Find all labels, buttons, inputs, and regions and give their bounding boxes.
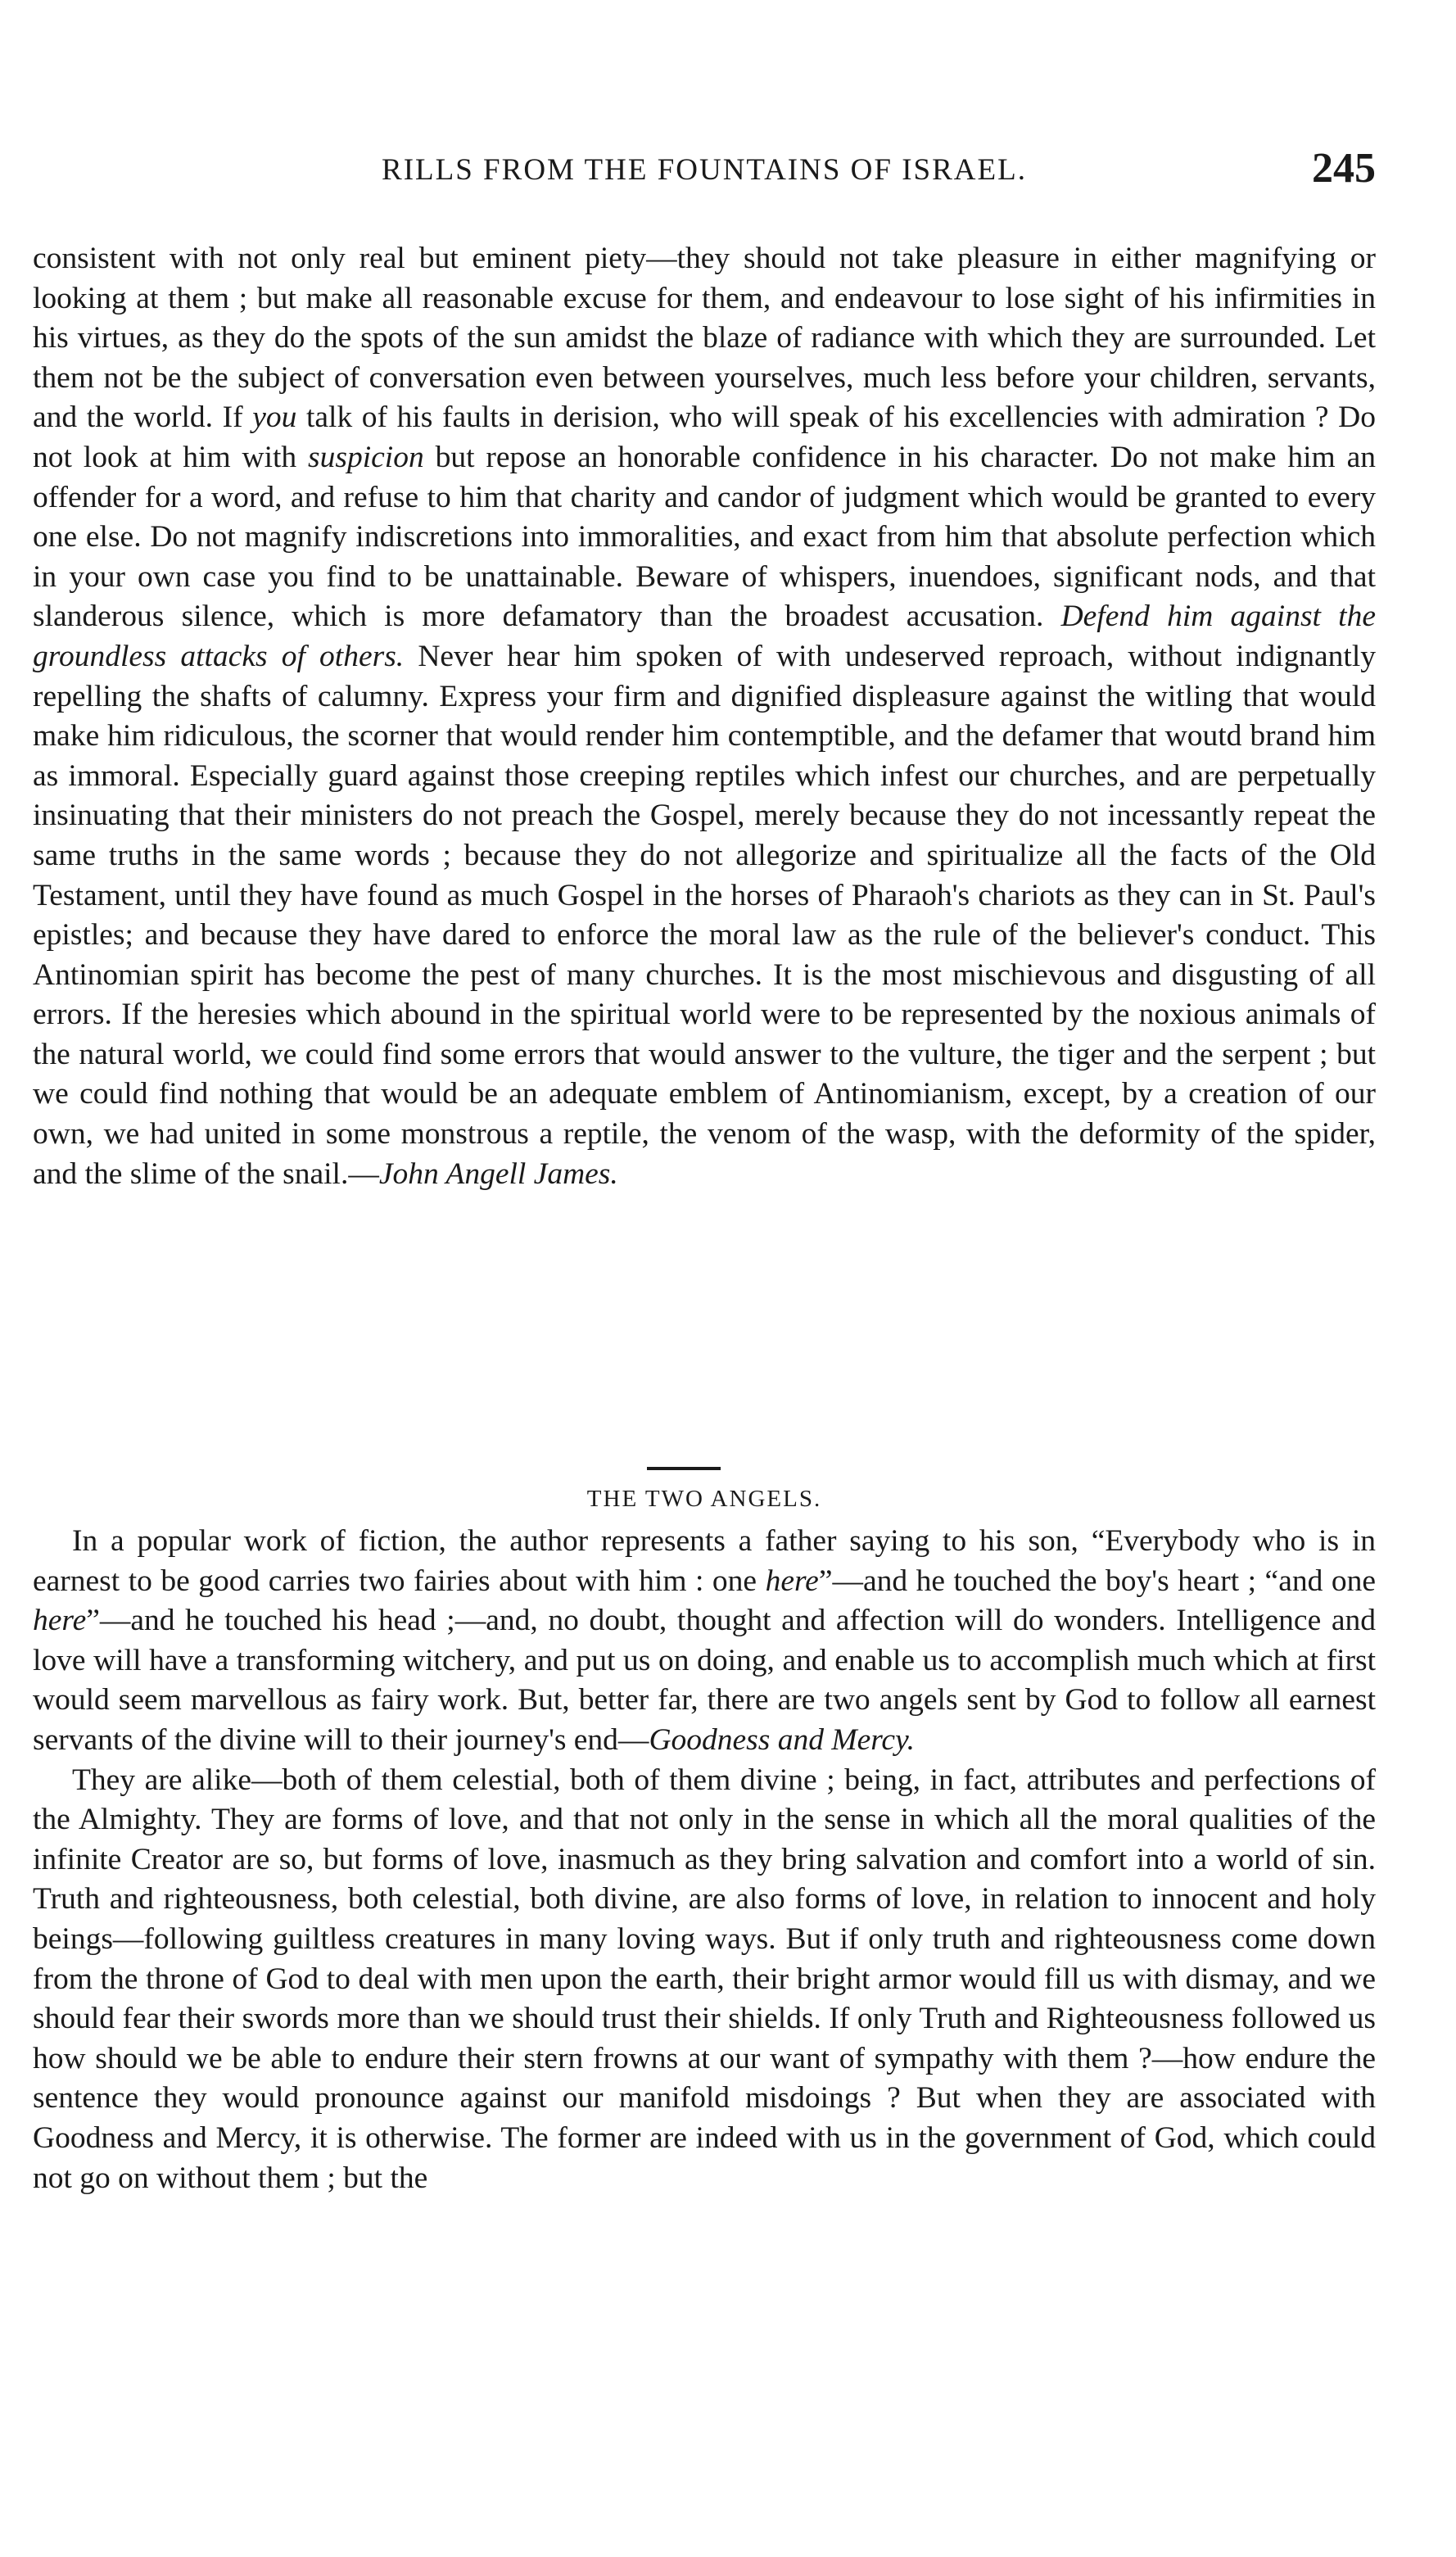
text-run: ”—and he touched the boy's heart ; “and one: [818, 1564, 1376, 1598]
body-paragraph: They are alike—both of them celestial, both of them divine ; being, in fact, attributes and perfections of the Almighty. They are forms of love, and that not only in the sense in which all the moral qualities of the infinite Creator are so, but forms of love, inasmuch as they bring salvation and comfort into a world of sin. Truth and righteousness, both celestial, both divine, are also forms of love, in relation to innocent and holy beings—following guiltless creatures in many loving ways. But if only truth and righteousness come down from the throne of God to deal with men upon the earth, their bright armor would fill us with dismay, and we should fear their swords more than we should trust their shields. If only Truth and Righteousness followed us how should we be able to endure their stern frowns at our want of sympathy with them ?—how endure the sentence they would pronounce against our manifold misdoings ? But when they are associated with Goodness and Mercy, it is otherwise. The former are indeed with us in the government of God, which could not go on without them ; but the: [33, 1763, 1376, 2195]
body-paragraph: [33, 239, 1376, 1194]
emphasis-here: here: [33, 1604, 87, 1638]
emphasis-defend: Defend him against the groundless attacks of others.: [33, 600, 1376, 673]
emphasis-you: you: [252, 401, 297, 435]
running-header: [33, 145, 1376, 201]
emphasis-here: here: [765, 1564, 819, 1598]
section-title: THE TWO ANGELS.: [586, 1486, 822, 1512]
text-run: but repose an honorable confidence in his character. Do not make him an offender for a word, and refuse to him that charity and candor of judgment which would be granted to every one else. Do not magnify indiscretions into immoralities, and exact from him that absolute perfection which in your own case you find to be unattainable. Beware of whispers, inuendoes, significant nods, and that slanderous silence, which is more defamatory than the broadest accusation.: [33, 440, 1376, 634]
text-run: ”—and he touched his head ;—and, no doubt, thought and affection will do wonders. Intelligence and love will have a transforming witchery, and put us on doing, and enable us to accomplish much which at first would seem marvellous as fairy work. But, better far, there are two angels sent by God to follow all earnest servants of the divine will to their journey's end—: [33, 1604, 1376, 1757]
author-attribution: John Angell James.: [378, 1156, 618, 1191]
text-run: talk of his faults in derision, who will speak of his excellencies with admiration ? Do not look at him with: [33, 401, 1376, 474]
page-number: 245: [1312, 145, 1376, 192]
text-run: consistent with not only real but eminent piety—they should not take pleasure in either magnifying or looking at them ; but make all reasonable excuse for them, and endeavour to lose sight of his infirmities in his virtues, as they do the spots of the sun amidst the blaze of radiance with which they are surrounded. Let them not be the subject of conversation even between yourselves, much less before your children, servants, and the world. If: [33, 242, 1376, 435]
article-two-angels: [33, 1522, 1376, 2198]
emphasis-suspicion: suspicion: [308, 440, 424, 474]
text-run: Never hear him spoken of with undeserved reproach, without indignantly repelling the shafts of calumny. Express your firm and dignified displeasure against the witling that would make him ridiculous, the scorner that would render him contemptible, and the defamer that woutd brand him as immoral. Especially guard against those creeping reptiles which infest our churches, and are perpetually insinuating that their ministers do not preach the Gospel, merely because they do not incessantly repeat the same truths in the same words ; because they do not allegorize and spiritualize all the facts of the Old Testament, until they have found as much Gospel in the horses of Pharaoh's chariots as they can in St. Paul's epistles; and because they have dared to enforce the moral law as the rule of the believer's conduct. This Antinomian spirit has become the pest of many churches. It is the most mischievous and disgusting of all errors. If the heresies which abound in the spiritual world were to be represented by the noxious animals of the natural world, we could find some errors that would answer to the vulture, the tiger and the serpent ; but we could find nothing that would be an adequate emblem of Antinomianism, except, by a creation of our own, we had united in some monstrous a reptile, the venom of the wasp, with the deformity of the spider, and the slime of the snail.—: [33, 639, 1376, 1191]
section-divider: [647, 1467, 721, 1470]
running-title: RILLS FROM THE FOUNTAINS OF ISRAEL.: [382, 153, 1027, 187]
emphasis-goodness-mercy: Goodness and Mercy.: [649, 1722, 916, 1757]
article-james-excerpt: [33, 239, 1376, 1194]
text-run: In a popular work of fiction, the author represents a father saying to his son, “Everybody who is in earnest to be good carries two fairies about with him : one: [33, 1524, 1376, 1598]
body-paragraph: [33, 1522, 1376, 1761]
book-page: [33, 0, 1376, 2557]
